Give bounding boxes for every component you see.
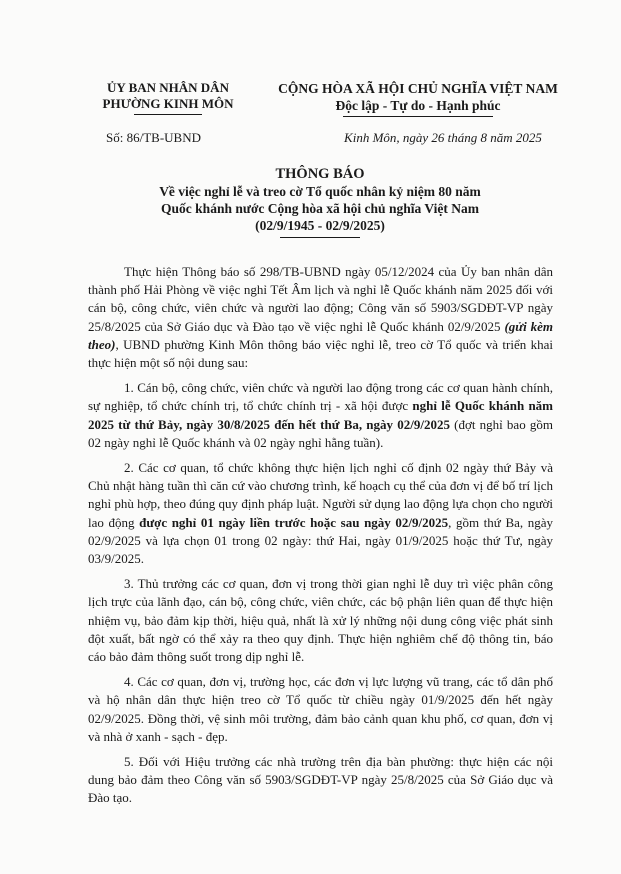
title-main: THÔNG BÁO xyxy=(275,166,365,182)
intro-attachment-note: (gửi kèm theo) xyxy=(88,318,553,352)
intro-paragraph xyxy=(88,263,553,372)
authority-line-2: PHƯỜNG KINH MÔN xyxy=(102,96,234,111)
item-2-text-a: 2. Các cơ quan, tổ chức không thực hiện lịch nghỉ cố định 02 ngày thứ Bảy và Chủ nhật hàng tuần thì căn cứ vào chương trình, kế hoạch cụ thể của đơn vị để bố trí lịch nghỉ phù hợp, theo đúng quy định pháp luật. Người sử dụng lao động lựa chọn cho người lao động xyxy=(88,460,553,530)
document-number: Số: 86/TB-UBND xyxy=(106,130,201,145)
item-2-bold: được nghỉ 01 ngày liền trước hoặc sau ngày 02/9/2025 xyxy=(139,514,449,530)
item-1-paragraph xyxy=(88,379,553,452)
item-1-text-a: 1. Cán bộ, công chức, viên chức và người lao động trong các cơ quan hành chính, sự nghiệp, tổ chức chính trị, tổ chức chính trị - xã hội được xyxy=(88,380,553,414)
title-subject-2: Quốc khánh nước Cộng hòa xã hội chủ nghĩa Việt Nam xyxy=(161,201,479,216)
national-motto xyxy=(268,80,568,117)
place-date: Kinh Môn, ngày 26 tháng 8 năm 2025 xyxy=(344,130,542,145)
title-subject-1: Về việc nghỉ lễ và treo cờ Tổ quốc nhân kỷ niệm 80 năm xyxy=(159,184,481,199)
issuing-authority xyxy=(88,80,248,115)
item-4-paragraph: 4. Các cơ quan, đơn vị, trường học, các đơn vị lực lượng vũ trang, các tổ dân phố và hộ nhân dân thực hiện treo cờ Tổ quốc từ chiều ngày 01/9/2025 đến hết ngày 02/9/2025. Đồng thời, vệ sinh môi trường, đảm bảo cảnh quan khu phố, cơ quan, đơn vị và nhà ở xanh - sạch - đẹp. xyxy=(88,674,553,744)
nation-line-2: Độc lập - Tự do - Hạnh phúc xyxy=(335,98,501,113)
item-1-text-b: (đợt nghỉ bao gồm 02 ngày nghỉ lễ Quốc khánh và 02 ngày nghỉ hằng tuần). xyxy=(88,416,553,450)
title-underline xyxy=(280,237,360,238)
motto-underline xyxy=(343,116,493,117)
document-title xyxy=(60,166,580,238)
intro-text-b: , UBND phường Kinh Môn thông báo việc nghỉ lễ, treo cờ Tổ quốc và triển khai thực hiện một số nội dung sau: xyxy=(88,336,553,371)
document-body xyxy=(88,263,553,815)
authority-underline xyxy=(134,114,202,115)
item-5-paragraph: 5. Đối với Hiệu trưởng các nhà trường trên địa bàn phường: thực hiện các nội dung bảo đảm theo Công văn số 5903/SGDĐT-VP ngày 25/8/2025 của Sở Giáo dục và Đào tạo. xyxy=(88,754,553,806)
item-2-paragraph xyxy=(88,459,553,568)
authority-line-1: ỦY BAN NHÂN DÂN xyxy=(107,80,229,95)
title-dates: (02/9/1945 - 02/9/2025) xyxy=(255,218,385,233)
nation-line-1: CỘNG HÒA XÃ HỘI CHỦ NGHĨA VIỆT NAM xyxy=(278,81,558,96)
intro-text-a: Thực hiện Thông báo số 298/TB-UBND ngày 05/12/2024 của Ủy ban nhân dân thành phố Hải Phòng về việc nghỉ Tết Âm lịch và nghỉ lễ Quốc khánh năm 2025 đối với cán bộ, công chức, viên chức và người lao động; Công văn số 5903/SGDĐT-VP ngày 25/8/2025 của Sở Giáo dục và Đào tạo về việc nghỉ lễ Quốc khánh 02/9/2025 xyxy=(88,264,553,334)
item-1-bold: nghỉ lễ Quốc khánh năm 2025 từ thứ Bảy, ngày 30/8/2025 đến hết thứ Ba, ngày 02/9/2025 xyxy=(88,398,554,432)
item-2-text-b: , gồm thứ Ba, ngày 02/9/2025 và lựa chọn 01 trong 02 ngày: thứ Hai, ngày 01/9/2025 hoặc thứ Tư, ngày 03/9/2025. xyxy=(88,514,554,567)
item-3-paragraph: 3. Thủ trưởng các cơ quan, đơn vị trong thời gian nghỉ lễ duy trì việc phân công lịch trực của lãnh đạo, cán bộ, công chức, viên chức, các bộ phận liên quan để thực hiện nhiệm vụ, bảo đảm kịp thời, hiệu quả, nhất là xử lý những nội dung công việc phát sinh đột xuất, bất ngờ có thể xảy ra theo quy định. Thực hiện nghiêm chế độ thông tin, báo cáo bảo đảm thông suốt trong dịp nghỉ lễ. xyxy=(88,576,553,665)
